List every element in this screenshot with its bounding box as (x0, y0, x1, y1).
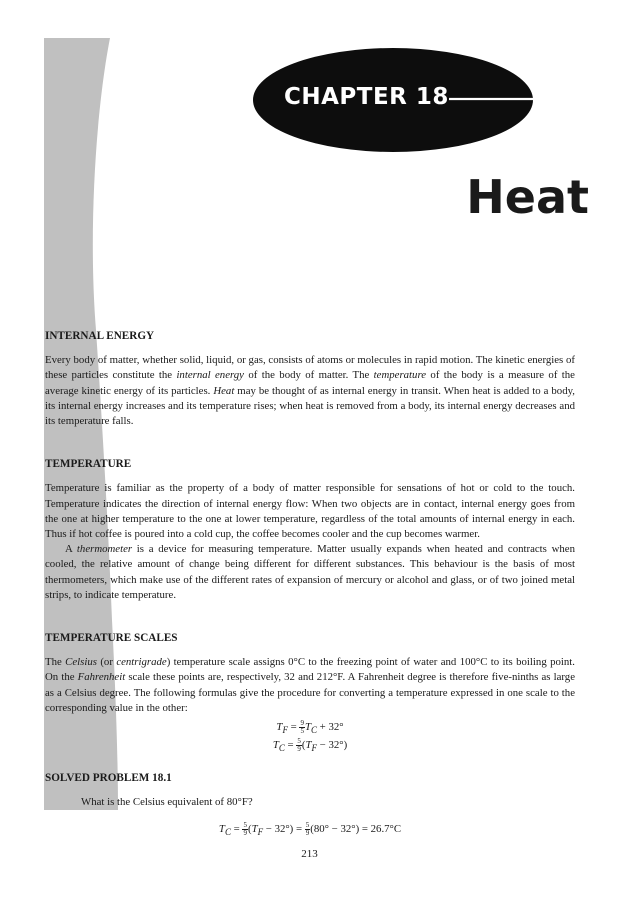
paragraph-temperature-scales: The Celsius (or centrigrade) temperature scale assigns 0°C to the freezing point of water and 100°C to its boiling point. On the Fahrenheit scale these points are, respectively, 32 and 212°F. A Fahrenheit degree is therefore five-ninths as large as a Celsius degree. The following formulas give the procedure for converting a temperature expressed in one scale to the corresponding value in the other: (45, 656, 575, 714)
chapter-title: Heat (466, 170, 589, 224)
chapter-label: CHAPTER 18 (284, 84, 449, 110)
solved-problem-heading: SOLVED PROBLEM 18.1 (45, 771, 172, 784)
section-heading-temperature-scales: TEMPERATURE SCALES (45, 632, 178, 645)
paragraph-temperature-1: Temperature is familiar as the property of a body of matter responsible for sensations of hot or cold to the touch. Temperature indicates the direction of internal energy flow: When two objects are in contact, internal energy goes from the one at higher temperature to the one at lower temperature, regardless of the total amounts of internal energy in each. Thus if hot coffee is poured into a cold cup, the coffee becomes cooler and the cup becomes warmer. (45, 482, 575, 541)
formula-celsius-to-fahrenheit: $T_F$ = $\frac{9}{5}$ $T_C + 32^\circ$ (276, 719, 344, 736)
term-heat: Heat (213, 384, 235, 397)
term-temperature: temperature (373, 369, 427, 382)
paragraph-temperature-2: A thermometer is a device for measuring temperature. Matter usually expands when heated and contracts when cooled, the relative amount of change being different for different substances. This behaviour is the basis of most thermometers, which make use of the different rates of expansion of mercury or alcohol and glass, or of two joined metal strips, to indicate temperature. (45, 543, 575, 601)
term-internal-energy: internal energy (176, 369, 244, 382)
term-celsius: Celsius (65, 656, 97, 669)
term-thermometer: thermometer (76, 543, 133, 556)
section-heading-temperature: TEMPERATURE (45, 458, 132, 471)
section-heading-internal-energy: INTERNAL ENERGY (45, 330, 155, 342)
page-content (45, 329, 575, 841)
solved-problem-answer: $T_C$ = $\frac{5}{9}$ $(T_F - 32^\circ)$ = $\frac{5}{9}$ (80° − 32°) = 26.7°C (218, 821, 402, 838)
term-centrigrade: centrigrade (116, 656, 167, 669)
paragraph-internal-energy: Every body of matter, whether solid, liquid, or gas, consists of atoms or molecules in rapid motion. The kinetic energies of these particles constitute the internal energy of the body of matter. The temperature of the body is a measure of the average kinetic energy of its particles. Heat may be thought of as internal energy in transit. When heat is added to a body, its internal energy increases and its temperature rises; when heat is removed from a body, its internal energy decreases and its temperature falls. (45, 354, 575, 428)
formula-fahrenheit-to-celsius: $T_C$ = $\frac{5}{9}$ $(T_F - 32^\circ)$ (272, 737, 348, 754)
term-fahrenheit: Fahrenheit (77, 671, 126, 684)
page-number: 213 (301, 848, 318, 860)
solved-problem-question: What is the Celsius equivalent of 80°F? (81, 795, 253, 808)
